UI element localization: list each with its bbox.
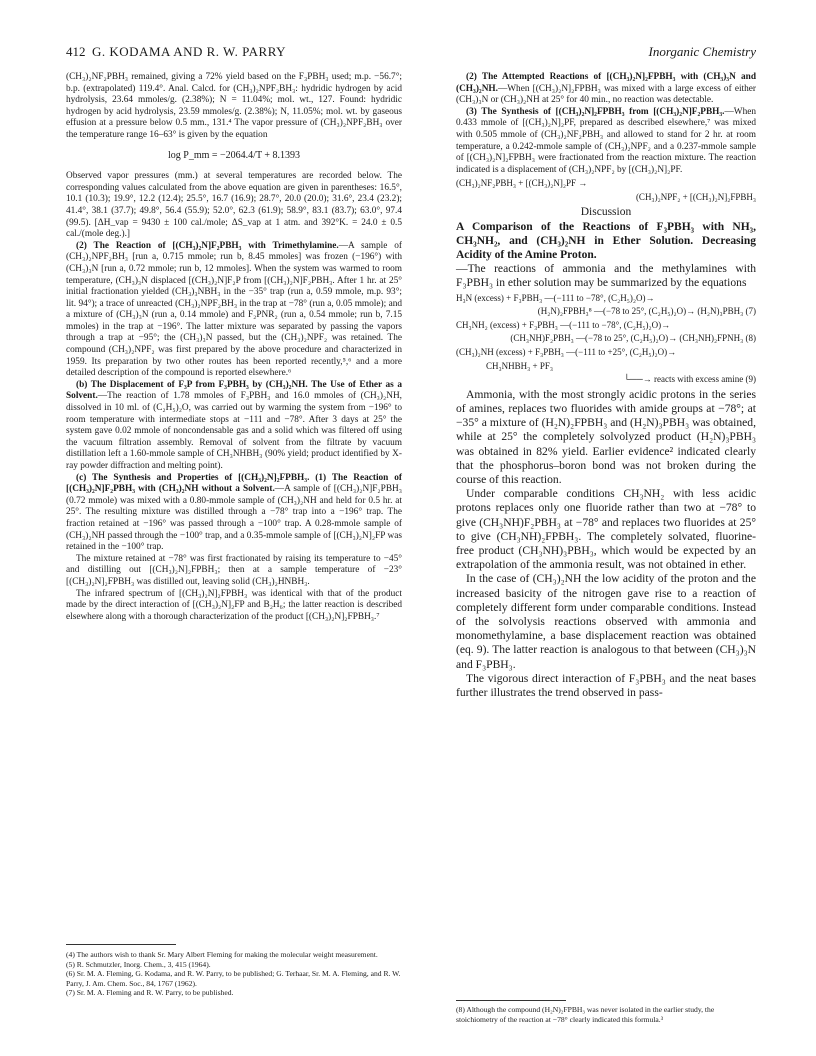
footnote-4: (4) The authors wish to thank Sr. Mary Albert Fleming for making the molecular weight measurement.	[66, 950, 378, 959]
left-column	[66, 72, 402, 623]
footnote-5: (5) R. Schmutzler, Inorg. Chem., 3, 415 (1964).	[66, 959, 211, 969]
discussion-heading: Discussion	[580, 205, 632, 218]
page-number: 412	[66, 44, 86, 59]
equation-9a: (CH₃)₂NH (excess) + F₃PBH₃ —(−111 to +25°, (C₂H₅)₂O)→	[456, 346, 677, 357]
paragraph: The vigorous direct interaction of F₃PBH₃ and the neat bases further illustrates the trend observed in pass-	[456, 671, 756, 699]
section-heading: (3) The Synthesis of [(CH₃)₂N]₂FPBH₃ from [(CH₃)₂N]F₂PBH₃.	[466, 106, 725, 117]
equation-9b: CH₃NHBH₃ + PF₃	[486, 360, 554, 371]
footnote-6: (6) Sr. M. A. Fleming, G. Kodama, and R. W. Parry, to be published; G. Terhaar, Sr. M. A. Fleming, and R. W. Parry, J. Am. Chem. Soc., 84, 1767 (1962).	[66, 969, 401, 988]
journal-name: Inorganic Chemistry	[648, 44, 756, 59]
displacement-equation-line-1: (CH₃)₂NF₂PBH₃ + [(CH₃)₂N]₂PF →	[456, 178, 588, 189]
section-attempted-reactions	[456, 72, 756, 107]
displacement-equation-line-2: (CH₃)₂NPF₂ + [(CH₃)₂N]₂FPBH₃	[635, 191, 756, 202]
section-heading: (2) The Attempted Reactions of [(CH₃)₂N]₂FPBH₃ with (CH₃)₃N and (CH₃)₂NH.	[456, 72, 756, 94]
footnotes-left	[66, 950, 402, 998]
equation-9c: └──→ reacts with excess amine (9)	[623, 374, 756, 385]
running-header	[66, 44, 756, 62]
section-heading: (c) The Synthesis and Properties of [(CH₃)₂N]₂FPBH₃. (1) The Reaction of [(CH₃)₂N]F₂PBH₃ with (CH₃)₂NH without a Solvent.	[66, 472, 402, 495]
section-body: —When [(CH₃)₂N]₂FPBH₃ was mixed with a large excess of either (CH₃)₃N or (CH₃)₂NH at 25° for 40 min., no reaction was detectable.	[456, 83, 756, 106]
paragraph: The mixture retained at −78° was first fractionated by raising its temperature to −45° and distilling out [(CH₃)₂N]₂FPBH₃; then at a sample temperature of −23° [(CH₃)₂N]₂FPBH₃ was distilled out, leaving solid (CH₃)₂HNBH₃.	[66, 553, 402, 587]
paragraph: —The reactions of ammonia and the methylamines with F₃PBH₃ in ether solution may be summarized by the equations	[456, 262, 756, 290]
equation-8b: (CH₃NH)F₂PBH₃ —(−78 to 25°, (C₂H₅)₂O)→ (CH₃NH)₂FPNH₃ (8)	[510, 333, 756, 344]
footnote-rule	[456, 1000, 566, 1001]
section-synthesis	[66, 473, 402, 554]
paragraph: The infrared spectrum of [(CH₃)₂N]₂FPBH₃ was identical with that of the product made by the direct interaction of [(CH₃)₂N]₂FP and B₂H₆; the latter reaction is described elsewhere along with a thorough characterization of the product [(CH₃)₂N]₂FPBH₃.⁷	[66, 588, 402, 622]
comparison-heading: A Comparison of the Reactions of F₃PBH₃ with NH₃, CH₃NH₂, and (CH₃)₂NH in Ether Solution. Decreasing Acidity of the Amine Proton.	[456, 221, 756, 262]
paragraph: (CH₃)₂NF₂PBH₃ remained, giving a 72% yield based on the F₃PBH₃ used; m.p. −56.7°; b.p. (extrapolated) 119.4°. Anal. Calcd. for (CH₃)₂NPF₂BH₃: hydridic hydrogen by acid hydrolysis, 23.64 mmoles/g. (2.38%); N = 11.04%; mol. wt., 127. Found: hydridic hydrogen by acid hydrolysis, 23.59 mmoles/g. (2.38%); N, 11.05%; mol. wt. by gaseous effusion at a pressure below 0.5 mm., 131.⁴ The vapor pressure of (CH₃)₂NPF₂BH₃ over the temperature range 16–63° is given by the equation	[66, 72, 402, 140]
section-body: —The reaction of 1.78 mmoles of F₃PBH₃ and 16.0 mmoles of (CH₃)₂NH, dissolved in 10 ml. of (C₂H₅)₂O, was carried out by warming the system from −196° to room temperature with intermediate stops at −111 and −78°. After 3 days at 25° the system gave 0.02 mmole of noncondensable gas and a solid which was filtered off using the vacuum filtration assembly. Removal of solvent from the filtrate by vacuum distillation left a 1.60-mmole sample of CH₃NHBH₃ (90% yield; product identified by X-ray powder diffraction and melting point).	[66, 391, 402, 471]
equation-7b: (H₂N)₂FPBH₃⁸ —(−78 to 25°, (C₂H₅)₂O)→ (H₂N)₃PBH₃ (7)	[537, 306, 756, 317]
paragraph: In the case of (CH₃)₂NH the low acidity of the proton and the increased basicity of the nitrogen gave rise to a reaction of completely different form under comparable conditions. Instead of the solvolysis reactions observed with ammonia and monomethylamine, a base displacement reaction was obtained (eq. 9). The latter reaction is analogous to that between (CH₃)₃N and F₃PBH₃.	[456, 572, 756, 671]
authors: G. KODAMA AND R. W. PARRY	[92, 44, 287, 59]
footnote-8: (8) Although the compound (H₂N)₂FPBH₃ was never isolated in the earlier study, the stoichiometry of the reaction at −78° clearly indicated this formula.³	[456, 1005, 715, 1024]
footnote-7: (7) Sr. M. A. Fleming and R. W. Parry, to be published.	[66, 988, 234, 998]
right-column	[456, 72, 756, 700]
section-ether-solvent	[66, 380, 402, 473]
section-body: —When 0.433 mmole of [(CH₃)₂N]₂PF, prepared as described elsewhere,⁷ was mixed with 0.505 mmole of (CH₃)₂NF₂PBH₃ and allowed to stand for 2 hr. at room temperature, a 0.242-mmole sample of (CH₃)₂NPF₂ and a 0.237-mmole sample of [(CH₃)₂N]₂FPBH₃ were fractionated from the reaction mixture. The reaction indicated is a displacement of (CH₃)₂NPF₂ by [(CH₃)₂N]₂PF.	[456, 106, 756, 175]
vapor-pressure-equation: log P_mm = −2064.4/T + 8.1393	[167, 149, 301, 161]
paragraph: Observed vapor pressures (mm.) at several temperatures are recorded below. The corresponding values calculated from the above equation are given in parentheses: 16.5°, 10.1 (10.3); 19.9°, 12.2 (12.4); 25.5°, 16.7 (16.9); 28.7°, 20.0 (20.0); 31.6°, 23.4 (23.2); 41.4°, 38.1 (37.7); 49.8°, 56.4 (55.9); 52.0°, 62.3 (61.9); 58.9°, 83.1 (83.7); 63.0°, 97.4 (99.5). [ΔH_vap = 9430 ± 100 cal./mole; ΔS_vap at 1 atm. and 392°K. = 24.0 ± 0.5 cal./(mole deg.).]	[66, 171, 402, 240]
section-body: —A sample of (CH₃)₂NPF₂BH₃ [run a, 0.715 mmole; run b, 8.45 mmoles] was frozen (−196°) with (CH₃)₃N [run a, 0.72 mmole; run b, 12 mmoles]. When the system was warmed to room temperature, (CH₃)₃N displaced [(CH₃)₂N]F₂P from [(CH₃)₂N]F₂PBH₃. After 1 hr. at 25° initial fractionation yielded (CH₃)₃NBH₃ in the −35° trap (run a, 0.59 mmole, m.p. 93°; lit. 94°); a trace of unreacted (CH₃)₂NPF₂BH₃ in the trap at −78° (run a, 0.05 mmole); and a mixture of (CH₃)₃N (run a, 0.14 mmole) and F₂PNR₂ (run a, 0.54 mmole; run b, 7.15 mmoles) in the trap at −196°. The latter mixture was separated by passing the vapors through a trap at −95°; the (CH₃)₃N passed, but the (CH₃)₂NPF₂ was retained. The compound (CH₃)₂NPF₂ was first prepared by the above procedure and characterized in 1959. Its preparation by two other routes has been reported recently,⁵,⁶ and a more detailed description of the compound is reported elsewhere.⁶	[66, 240, 402, 379]
section-heading: (b) The Displacement of F₃P from F₃PBH₃ by (CH₃)₂NH. The Use of Ether as a Solvent.	[66, 379, 402, 402]
section-heading: (2) The Reaction of [(CH₃)₂N]F₂PBH₃ with Trimethylamine.	[76, 240, 339, 251]
section-trimethylamine	[66, 241, 402, 380]
equation-7a: H₃N (excess) + F₃PBH₃ —(−111 to −78°, (C₂H₅)₂O)→	[456, 292, 655, 303]
section-synthesis-3	[456, 107, 756, 177]
section-body: —A sample of [(CH₃)₂N]F₂PBH₃ (0.72 mmole) was mixed with a 0.80-mmole sample of (CH₃)₂NH and held for 0.5 hr. at 25°. The resulting mixture was distilled through a −78° trap into a −196° trap. The fraction retained at −196° was passed through a −100° trap. A 0.28-mmole sample of (CH₃)₂NH passed through the −100° trap, and a 0.35-mmole sample of [(CH₃)₂N]₂FP was retained in the −100° trap.	[66, 484, 402, 553]
paragraph: Ammonia, with the most strongly acidic protons in the series of amines, replaces two fluorides with amide groups at −78°; at −35° a mixture of (H₂N)₂FPBH₃ and (H₂N)₃PBH₃ was obtained, while at 25° the completely solvolyzed product (H₂N)₃PBH₃ was obtained in 82% yield. Earlier evidence² indicated clearly that the phosphorus–boron bond was not broken during the course of this reaction.	[456, 387, 756, 486]
paragraph: Under comparable conditions CH₃NH₂ with less acidic protons replaces only one fluoride rather than two at −78° to give (CH₃NH)F₂PBH₃ at −78° and replaces two fluorides at 25° to give (CH₃NH)₂FPBH₃. The completely solvated, fluorine-free product (CH₃NH)₃PBH₃, which would be expected by an extrapolation of the ammonia result, was not obtained in ether.	[456, 487, 756, 572]
footnote-rule	[66, 944, 176, 945]
equation-8a: CH₃NH₂ (excess) + F₃PBH₃ —(−111 to −78°, (C₂H₅)₂O)→	[456, 319, 671, 330]
